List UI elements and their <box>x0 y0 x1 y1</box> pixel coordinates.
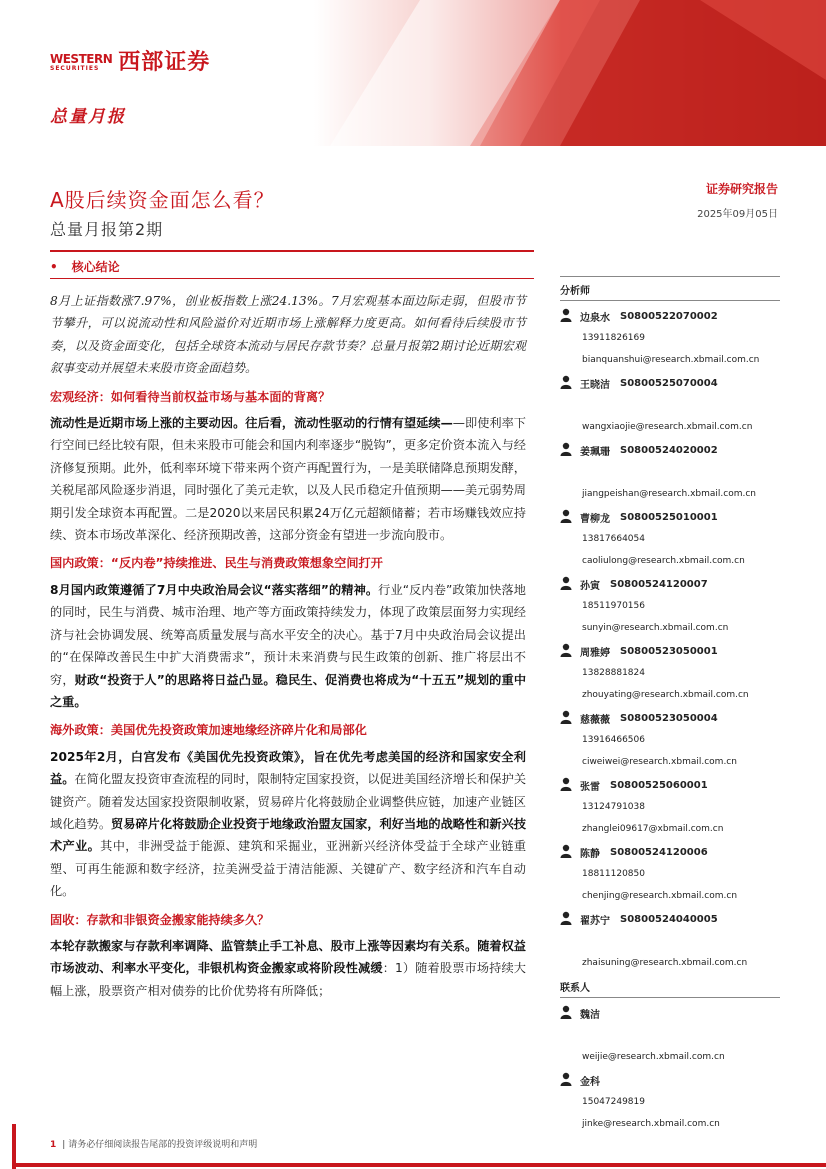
analyst-email: zhaisuning@research.xbmail.com.cn <box>582 958 748 968</box>
page-number: 1 <box>50 1140 57 1150</box>
section-body-overseas <box>50 746 526 903</box>
section-text: 在简化盟友投资审查流程的同时，限制特定国家投资，以促进美国经济增长和保护关键资产。随着发达国家投资限制收紧，贸易碎片化将鼓励企业调整供应链，加速产业链区域化趋势。 <box>50 772 527 831</box>
analyst-name: 张雷 <box>580 781 600 793</box>
analyst-code: S0800524120006 <box>610 846 708 858</box>
person-icon <box>560 642 580 661</box>
analyst-name-row <box>560 841 780 863</box>
core-label: 核心结论 <box>71 260 120 274</box>
bullet-icon: • <box>50 260 58 274</box>
analyst-email: zhouyating@research.xbmail.com.cn <box>582 690 749 700</box>
person-icon <box>560 441 580 460</box>
analyst-name: 周雅婷 <box>580 647 610 659</box>
contact-phone: 15047249819 <box>582 1097 645 1107</box>
person-icon <box>560 575 580 594</box>
analyst-code: S0800525060001 <box>610 779 708 791</box>
section-bold: 贸易碎片化将鼓励企业投资于地缘政治盟友国家，利好当地的战略性和新兴技术产业。 <box>50 816 527 854</box>
title-divider <box>50 250 534 252</box>
section-text: ：1）随着股票市场持续大幅上涨，股票资产相对债券的比价优势将有所降低； <box>50 961 526 998</box>
analyst-card <box>560 372 780 439</box>
page-footer <box>50 1137 257 1150</box>
analyst-card <box>560 506 780 573</box>
section-bold: 2025年2月，白宫发布《美国优先投资政策》，旨在优先考虑美国的经济和国家安全利益。 <box>50 749 526 787</box>
analyst-name: 曹柳龙 <box>580 513 610 525</box>
page-title: A股后续资金面怎么看？ <box>50 188 275 212</box>
analyst-name-row <box>560 908 780 930</box>
analyst-code: S0800523050001 <box>620 645 718 657</box>
summary-paragraph: 8月上证指数涨7.97%，创业板指数上涨24.13%。7月宏观基本面边际走弱，但股市节节攀升，可以说流动性和风险溢价对近期市场上涨解释力度更高。如何看待后续股市节奏，以及资金面变化，包括全球资本流动与居民存款节奏？总量月报第2期讨论近期宏观叙事变动并展望未来股市资金面趋势。 <box>50 294 526 376</box>
analyst-card <box>560 774 780 841</box>
contact-email: weijie@research.xbmail.com.cn <box>582 1052 725 1062</box>
analyst-code: S0800525010001 <box>620 511 718 523</box>
contact-phone <box>560 1024 780 1046</box>
analyst-phone: 13817664054 <box>582 534 645 544</box>
person-icon <box>560 910 580 929</box>
analyst-phone: 13124791038 <box>582 802 645 812</box>
contact-name: 魏洁 <box>580 1009 600 1021</box>
analyst-name-row <box>560 640 780 662</box>
side-divider <box>560 276 780 277</box>
analyst-name: 王晓洁 <box>580 379 610 391</box>
analyst-card <box>560 908 780 975</box>
analyst-name-row <box>560 774 780 796</box>
analyst-name-row <box>560 372 780 394</box>
analyst-phone: 13828881824 <box>582 668 645 678</box>
footer-separator: | <box>62 1140 66 1150</box>
logo-en-sub: SECURITIES <box>50 65 100 72</box>
analyst-code: S0800524120007 <box>610 578 708 590</box>
person-icon <box>560 374 580 393</box>
contact-email: jinke@research.xbmail.com.cn <box>582 1119 720 1129</box>
analyst-code: S0800522070002 <box>620 310 718 322</box>
core-divider <box>50 278 534 279</box>
contact-card <box>560 1002 780 1069</box>
section-bold: 财政“投资于人”的思路将日益凸显。稳民生、促消费也将成为“十五五”规划的重中之重。 <box>50 672 527 709</box>
analyst-email: jiangpeishan@research.xbmail.com.cn <box>582 489 757 499</box>
analyst-phone <box>560 394 780 416</box>
analyst-phone: 18511970156 <box>582 601 645 611</box>
section-bold: 流动性是近期市场上涨的主要动因。往后看，流动性驱动的行情有望延续— <box>50 416 453 431</box>
analyst-name: 慈薇薇 <box>580 714 610 726</box>
analyst-name-row <box>560 573 780 595</box>
analyst-name: 翟苏宁 <box>580 915 610 927</box>
analyst-phone: 13916466506 <box>582 735 645 745</box>
analyst-name-row <box>560 707 780 729</box>
analyst-phone: 13911826169 <box>582 333 645 343</box>
section-text: 其中，非洲受益于能源、建筑和采掘业，亚洲新兴经济体受益于全球产业链重塑、可再生能源和数字经济，拉美洲受益于清洁能源、关键矿产、数字经济和汽车自动化。 <box>50 839 527 899</box>
section-heading-overseas: 海外政策：美国优先投资政策加速地缘经济碎片化和局部化 <box>50 723 367 738</box>
footer-disclaimer: 请务必仔细阅读报告尾部的投资评级说明和声明 <box>68 1140 258 1150</box>
report-date: 2025年09月05日 <box>697 209 778 220</box>
logo-english <box>50 53 112 73</box>
section-body-fixed-income <box>50 935 526 1002</box>
analyst-list <box>560 305 780 975</box>
analyst-card <box>560 841 780 908</box>
analyst-name: 孙寅 <box>580 580 600 592</box>
analyst-email: sunyin@research.xbmail.com.cn <box>582 623 729 633</box>
analyst-name: 姜珮珊 <box>580 446 610 458</box>
contacts-heading: 联系人 <box>560 979 780 998</box>
person-icon <box>560 776 580 795</box>
contact-name: 金科 <box>580 1076 600 1088</box>
section-text: —即使利率下行空间已经比较有限，但未来股市可能会和国内利率逐步“脱钩”，更多定价资本流入与经济修复预期。此外，低利率环境下带来两个资产再配置行为，一是美联储降息预期发酵，关税尾部风险逐步消退，同时强化了美元走软，以及人民币稳定升值预期——美元弱势周期引发全球资本再配置。二是2020以来居民积累24万亿元超额储蓄；若市场赚钱效应持续、资本市场改革深化、经济预期改善，这部分资金有望进一步流向股市。 <box>50 416 526 543</box>
analyst-name: 陈静 <box>580 848 600 860</box>
logo-chinese: 西部证券 <box>118 50 211 75</box>
section-body-macro <box>50 412 526 546</box>
contact-name-row <box>560 1069 780 1091</box>
person-icon <box>560 843 580 862</box>
analyst-email: bianquanshui@research.xbmail.com.cn <box>582 355 760 365</box>
section-text: 行业“反内卷”政策加快落地的同时，民生与消费、城市治理、地产等方面政策持续发力，体现了政策层面努力实现经济与社会协调发展、统筹高质量发展与高水平安全的决心。基于7月中央政治局会议提出的“在保障改善民生中扩大消费需求”，预计未来消费与民生政策的创新、推广将层出不穷， <box>50 582 526 687</box>
analyst-phone: 18811120850 <box>582 869 645 879</box>
analyst-name-row <box>560 439 780 461</box>
analyst-name-row <box>560 506 780 528</box>
analyst-email: caoliulong@research.xbmail.com.cn <box>582 556 745 566</box>
analyst-card <box>560 640 780 707</box>
series-title: 总量月报 <box>50 107 126 127</box>
analyst-card <box>560 439 780 506</box>
person-icon <box>560 1071 580 1090</box>
analyst-email: zhanglei09617@xbmail.com.cn <box>582 824 724 834</box>
person-icon <box>560 709 580 728</box>
section-heading-macro: 宏观经济：如何看待当前权益市场与基本面的背离？ <box>50 389 331 404</box>
analyst-sidebar <box>560 282 780 1136</box>
person-icon <box>560 508 580 527</box>
analyst-phone <box>560 930 780 952</box>
analyst-email: ciweiwei@research.xbmail.com.cn <box>582 757 737 767</box>
analyst-code: S0800524020002 <box>620 444 718 456</box>
contact-card <box>560 1069 780 1136</box>
analyst-email: wangxiaojie@research.xbmail.com.cn <box>582 422 753 432</box>
analyst-code: S0800524040005 <box>620 913 718 925</box>
analyst-email: chenjing@research.xbmail.com.cn <box>582 891 738 901</box>
section-heading-domestic: 国内政策：“反内卷”持续推进、民生与消费政策想象空间打开 <box>50 556 383 571</box>
main-content <box>50 290 526 1002</box>
person-icon <box>560 307 580 326</box>
person-icon <box>560 1004 580 1023</box>
analysts-heading: 分析师 <box>560 282 780 301</box>
contact-name-row <box>560 1002 780 1024</box>
analyst-card <box>560 707 780 774</box>
company-logo <box>50 50 210 76</box>
section-body-domestic <box>50 579 526 713</box>
logo-en-text: WESTERN <box>50 52 113 66</box>
report-type: 证券研究报告 <box>705 182 778 196</box>
page-subtitle: 总量月报第2期 <box>50 220 164 239</box>
section-bold: 本轮存款搬家与存款利率调降、监管禁止手工补息、股市上涨等因素均有关系。随着权益市场波动、利率水平变化，非银机构资金搬家或将阶段性减缓 <box>50 938 526 976</box>
section-bold: 8月国内政策遵循了7月中央政治局会议“落实落细”的精神。 <box>50 582 379 597</box>
analyst-code: S0800523050004 <box>620 712 718 724</box>
section-heading-fixed-income: 固收：存款和非银资金搬家能持续多久？ <box>50 912 270 927</box>
analyst-name-row <box>560 305 780 327</box>
core-conclusion-heading <box>50 258 120 275</box>
contact-list <box>560 1002 780 1136</box>
analyst-name: 边泉水 <box>580 312 610 324</box>
analyst-card <box>560 573 780 640</box>
analyst-card <box>560 305 780 372</box>
analyst-phone <box>560 461 780 483</box>
footer-bottom-bar <box>12 1163 826 1167</box>
analyst-code: S0800525070004 <box>620 377 718 389</box>
